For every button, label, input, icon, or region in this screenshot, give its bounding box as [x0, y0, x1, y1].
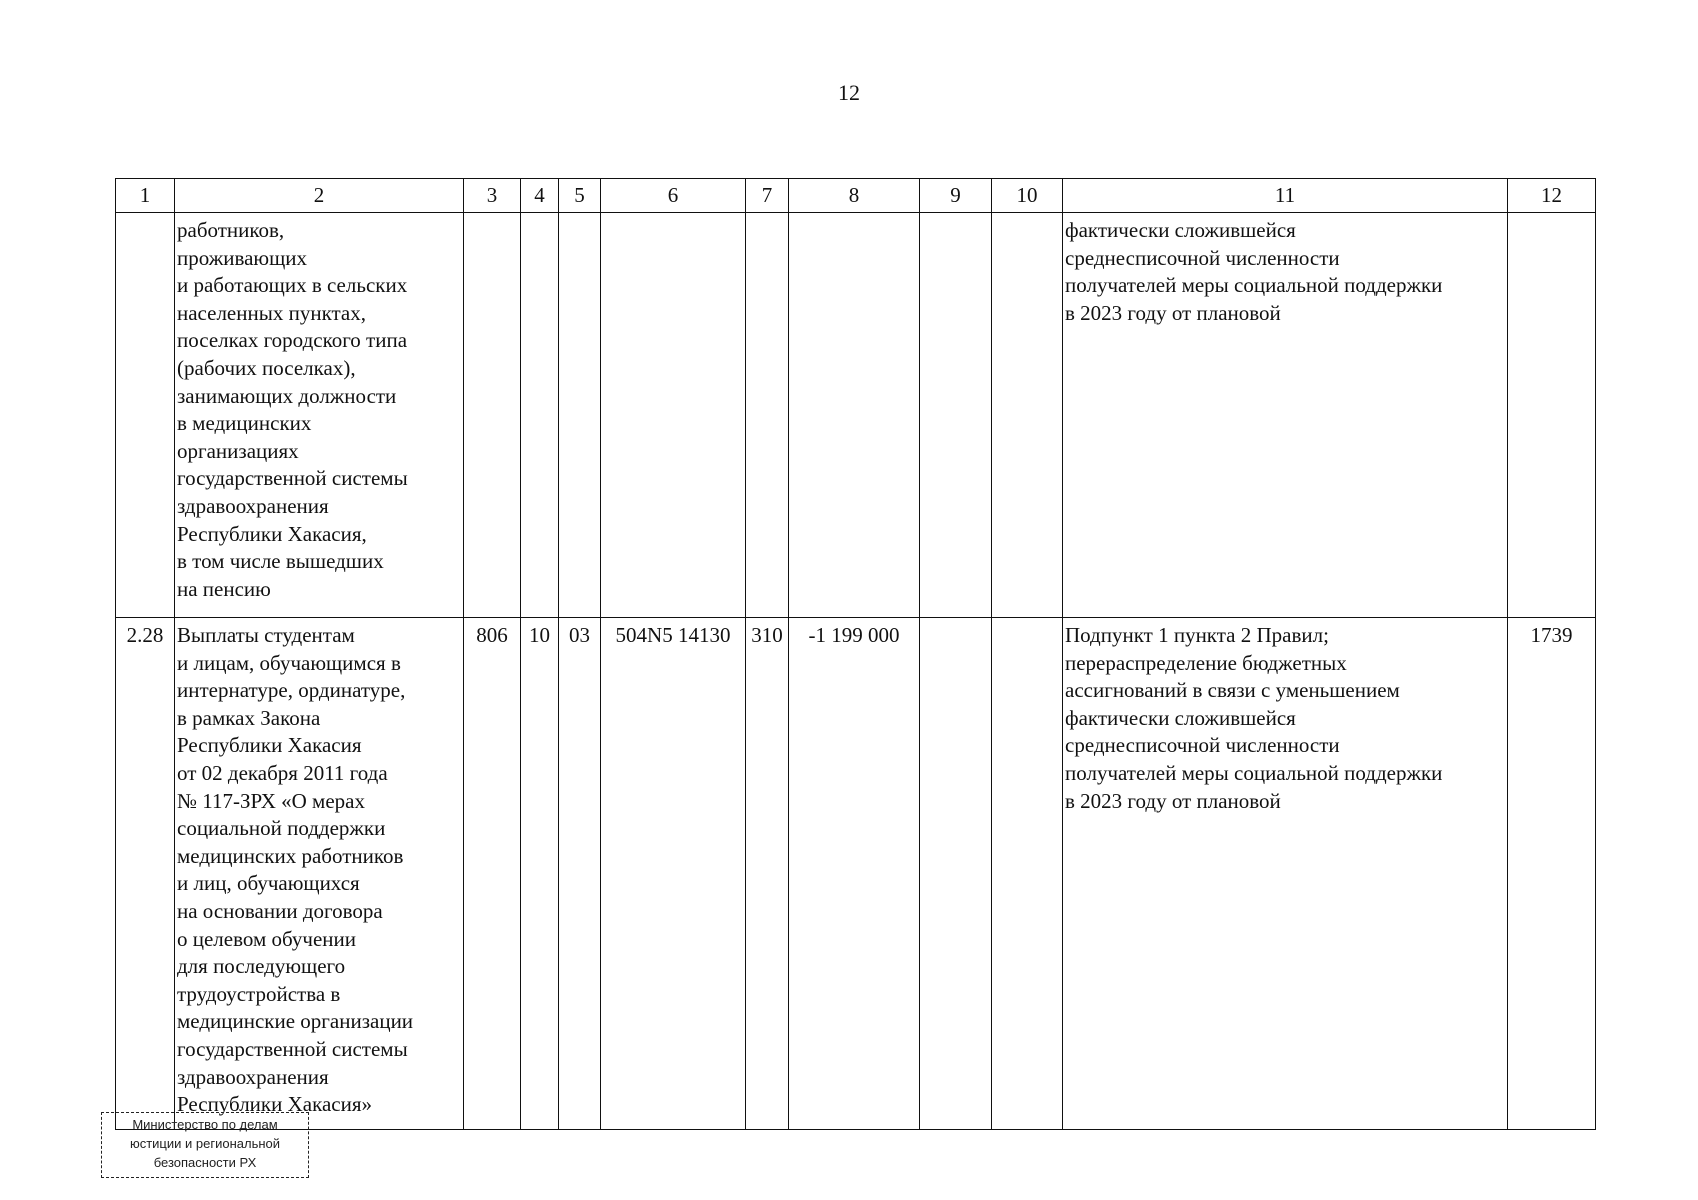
budget-table: [115, 178, 1596, 1130]
justification-cell: фактически сложившейся среднесписочной численности получателей меры социальной поддержки в 2023 году от плановой: [1063, 213, 1508, 618]
item-description-cell: работников, проживающих и работающих в сельских населенных пунктах, поселках городского типа (рабочих поселках), занимающих должности в медицинских организациях государственной системы здравоохранения Республики Хакасия, в том числе вышедших на пенсию: [175, 213, 464, 618]
amount-cell-9: [920, 618, 992, 1130]
reference-cell: 1739: [1508, 618, 1596, 1130]
stamp-line-3: безопасности РХ: [153, 1155, 257, 1170]
header-cell-2: 2: [175, 179, 464, 213]
header-cell-6: 6: [601, 179, 746, 213]
item-description-cell: Выплаты студентам и лицам, обучающимся в интернатуре, ординатуре, в рамках Закона Республики Хакасия от 02 декабря 2011 года № 117-ЗРХ «О мерах социальной поддержки медицинских работников и лиц, обучающихся на основании договора о целевом обучении для последующего трудоустройства в медицинские организации государственной системы здравоохранения Республики Хакасия»: [175, 618, 464, 1130]
header-cell-11: 11: [1063, 179, 1508, 213]
reference-cell: [1508, 213, 1596, 618]
header-cell-5: 5: [559, 179, 601, 213]
header-cell-8: 8: [789, 179, 920, 213]
table-header-row: [116, 179, 1596, 213]
code-cell-3: [464, 213, 521, 618]
page-number: 12: [838, 80, 860, 105]
code-cell-3: 806: [464, 618, 521, 1130]
table-row-continuation: [116, 213, 1596, 618]
table-row-2-28: [116, 618, 1596, 1130]
row-number-cell: [116, 213, 175, 618]
header-cell-9: 9: [920, 179, 992, 213]
stamp-line-2: юстиции и региональной: [129, 1136, 281, 1151]
header-cell-10: 10: [992, 179, 1063, 213]
code-cell-6: 504N5 14130: [601, 618, 746, 1130]
amount-cell-10: [992, 618, 1063, 1130]
header-cell-12: 12: [1508, 179, 1596, 213]
header-cell-1: 1: [116, 179, 175, 213]
header-cell-4: 4: [521, 179, 559, 213]
code-cell-5: [559, 213, 601, 618]
row-number-cell: 2.28: [116, 618, 175, 1130]
code-cell-4: [521, 213, 559, 618]
ministry-stamp: [101, 1112, 309, 1178]
code-cell-5: 03: [559, 618, 601, 1130]
code-cell-4: 10: [521, 618, 559, 1130]
code-cell-7: [746, 213, 789, 618]
amount-cell-9: [920, 213, 992, 618]
header-cell-3: 3: [464, 179, 521, 213]
amount-cell-10: [992, 213, 1063, 618]
code-cell-7: 310: [746, 618, 789, 1130]
justification-cell: Подпункт 1 пункта 2 Правил; перераспределение бюджетных ассигнований в связи с уменьшением фактически сложившейся среднесписочной численности получателей меры социальной поддержки в 2023 году от плановой: [1063, 618, 1508, 1130]
stamp-line-1: Министерство по делам: [132, 1117, 278, 1132]
amount-cell-8: -1 199 000: [789, 618, 920, 1130]
code-cell-6: [601, 213, 746, 618]
amount-cell-8: [789, 213, 920, 618]
header-cell-7: 7: [746, 179, 789, 213]
